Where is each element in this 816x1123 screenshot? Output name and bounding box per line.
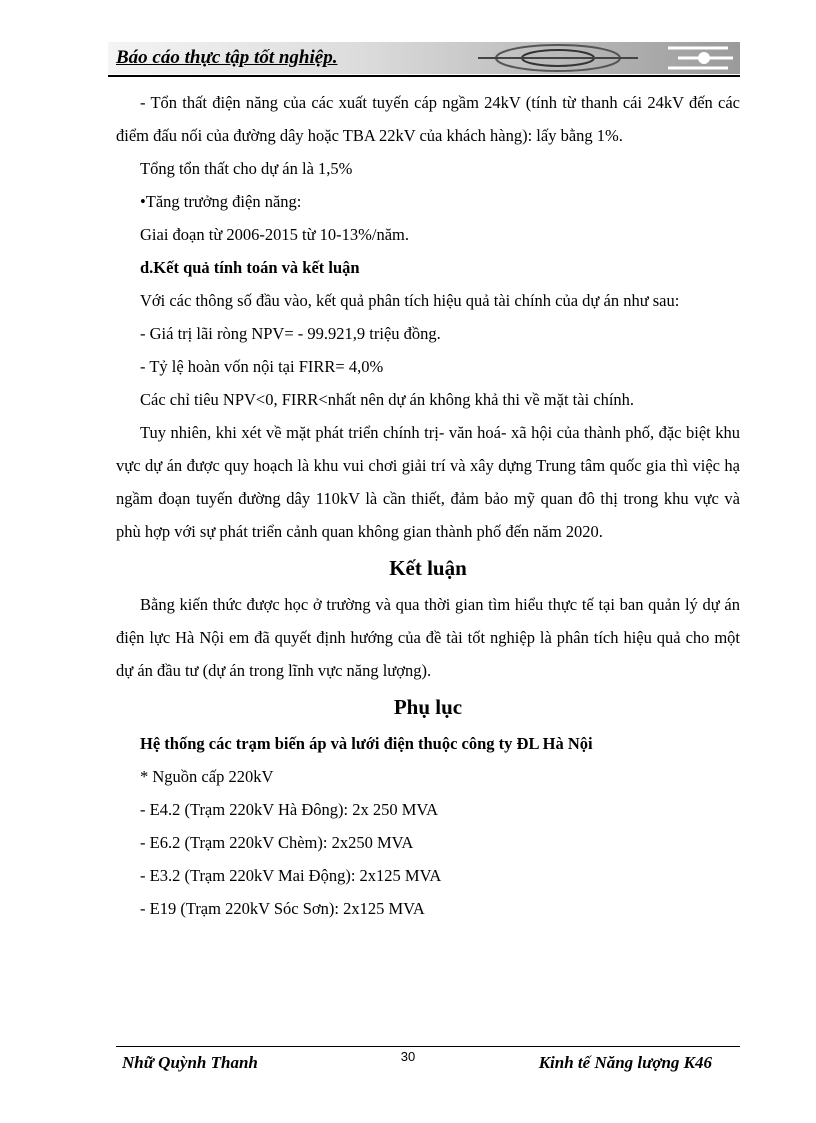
footer-author: Nhữ Quỳnh Thanh	[122, 1053, 258, 1072]
paragraph-indicators: Các chỉ tiêu NPV<0, FIRR<nhất nên dự án không khả thi về mặt tài chính.	[140, 390, 635, 409]
header-divider	[108, 75, 740, 77]
header-ornament-icon	[468, 42, 740, 74]
page-header	[108, 42, 740, 74]
list-item: - E6.2 (Trạm 220kV Chèm): 2x250 MVA	[140, 833, 414, 852]
paragraph-growth-period: Giai đoạn từ 2006-2015 từ 10-13%/năm.	[140, 225, 410, 244]
document-body	[116, 86, 740, 925]
section-title-results: d.Kết quả tính toán và kết luận	[140, 258, 360, 277]
list-item: - E4.2 (Trạm 220kV Hà Đông): 2x 250 MVA	[140, 800, 439, 819]
heading-appendix: Phụ lục	[393, 695, 463, 719]
list-item: - E3.2 (Trạm 220kV Mai Động): 2x125 MVA	[140, 866, 442, 885]
list-item: - E19 (Trạm 220kV Sóc Sơn): 2x125 MVA	[140, 899, 425, 918]
list-item: * Nguồn cấp 220kV	[140, 767, 274, 786]
paragraph-results-intro: Với các thông số đầu vào, kết quả phân tích hiệu quả tài chính của dự án như sau:	[140, 291, 680, 310]
footer-course: Kinh tế Năng lượng K46	[538, 1053, 712, 1072]
paragraph-firr: - Tỷ lệ hoàn vốn nội tại FIRR= 4,0%	[140, 357, 384, 376]
paragraph-conclusion: Bằng kiến thức được học ở trường và qua thời gian tìm hiểu thực tế tại ban quản lý dự án điện lực Hà Nội em đã quyết định hướng của đề tài tốt nghiệp là phân tích hiệu quả cho một dự án đầu tư (dự án trong lĩnh vực năng lượng).	[116, 595, 740, 680]
footer-divider	[116, 1046, 740, 1047]
page-number: 30	[400, 1049, 416, 1064]
paragraph-social-development: Tuy nhiên, khi xét về mặt phát triển chính trị- văn hoá- xã hội của thành phố, đặc biệt khu vực dự án được quy hoạch là khu vui chơi giải trí và xây dựng Trung tâm quốc gia thì việc hạ ngầm đoạn tuyến đường dây 110kV là cần thiết, đảm bảo mỹ quan đô thị trong khu vực và phù hợp với sự phát triển cảnh quan không gian thành phố đến năm 2020.	[116, 423, 740, 541]
heading-conclusion: Kết luận	[389, 556, 467, 580]
paragraph-npv: - Giá trị lãi ròng NPV= - 99.921,9 triệu đồng.	[140, 324, 441, 343]
header-title: Báo cáo thực tập tốt nghiệp.	[116, 47, 338, 68]
paragraph-total-loss: Tổng tổn thất cho dự án là 1,5%	[140, 159, 353, 178]
paragraph-growth-title: •Tăng trưởng điện năng:	[140, 192, 302, 211]
appendix-subtitle: Hệ thống các trạm biến áp và lưới điện thuộc công ty ĐL Hà Nội	[140, 734, 593, 753]
paragraph-loss-cable: - Tổn thất điện năng của các xuất tuyến cáp ngầm 24kV (tính từ thanh cái 24kV đến các điểm đấu nối của đường dây hoặc TBA 22kV của khách hàng): lấy bằng 1%.	[116, 93, 740, 145]
